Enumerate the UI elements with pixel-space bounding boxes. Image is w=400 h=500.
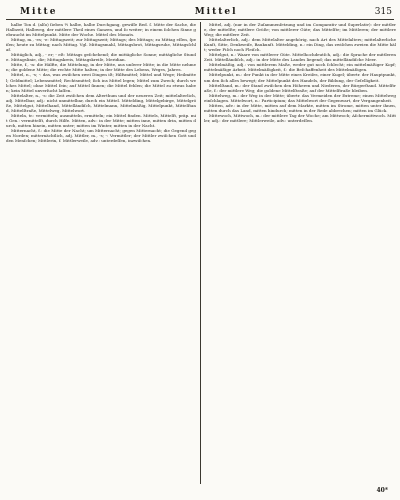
entry-paragraph: Mittelgut, n.: Waare von mittlerer Güte. Mittelhochdeutſch, adj.: die Sprache der mittleren Zeit. Mittelländiſch, adj.: in der Mitte des Landes liegend; das mittelländiſche Meer. (204, 52, 396, 63)
right-column (204, 22, 396, 484)
page-number: 315 (374, 7, 392, 17)
entry-paragraph: Mittelalterlich, adj.: dem Mittelalter angehörig, nach Art des Mittelalters; mittelalterliche Kunſt, Sitte, Denkweiſe, Baukunſt. Mittelding, n.: ein Ding, das zwiſchen zweien die Mitte hält; weder Fiſch noch Fleiſch. (204, 37, 396, 53)
running-head-center: Mittel (194, 7, 238, 17)
entry-paragraph: Mitten, adv.: in der Mitte, mitten auf dem Markte, mitten im Strome, mitten unter ihnen, mitten durch das Land, mitten hindurch; mitten in der Rede abbrechen; mitten im Glück. (204, 102, 396, 113)
left-column (6, 22, 196, 484)
entry-paragraph: Mittelalter, n., -s: die Zeit zwiſchen dem Alterthum und der neueren Zeit; mittelalterlich, adj. Mittelbar, adj.: nicht unmittelbar, durch ein Mittel. Mittelding, Mittelgebirge, Mittelgröße, Mittelgut, Mittelhand, Mittelländiſch, Mittelmann, Mittelmäßig, Mittelpunkt, Mittelſtand, Mittelſtraße, Mittelweg, Mittelwort. (6, 92, 196, 113)
column-divider (200, 22, 201, 484)
entry-paragraph: Mittag, m., -es; -e: Mittagszeit; zur Mittagszeit; Mittags; des Mittags; zu Mittag eſſen, ſpeiſen; heute zu Mittag; nach Mittag. Vgl. Mittagsmahl, Mittagsbrot, Mittagsruhe, Mittagsſchlaf. (6, 37, 196, 53)
entry-paragraph: Mitteln, tr.: vermitteln; ausmitteln, ermitteln; ein Mittel finden. Mittels, Mittelſt, präp. mit Gen.: vermittelſt, durch Hilfe. Mitten, adv.: in der Mitte; mitten inne, mitten drin, mitten durch, mitten hinein, mitten unter; mitten im Winter, mitten in der Nacht. (6, 112, 196, 128)
entry-paragraph: Mittelweg, m.: der Weg in der Mitte; übertr. das Vermeiden der Extreme; einen Mittelweg einſchlagen. Mittelwort, n.: Participium; das Mittelwort der Gegenwart, der Vergangenheit. (204, 92, 396, 103)
entry-paragraph: Mittel, n., -s; -: das, was zwiſchen zwei Dingen iſt; Hilfsmittel; Mittel und Wege; Heilmittel; Geldmittel; Lebensmittel; Rechtsmittel; ſich ins Mittel legen; Mittel zum Zweck; durch welches Mittel; ohne Mittel ſein; auf Mittel ſinnen; die Mittel fehlen; die Mittel zu etwas haben; kein Mittel unverſucht laſſen. (6, 72, 196, 93)
entry-paragraph: Mittel, adj. (nur in der Zuſammenſetzung und im Comparativ und Superlativ): der mittlere, der mittelſte; mittlere Größe; von mittlerer Güte; das Mittelſte; im Mittleren; der mittlere Weg; die mittlere Zeit. (204, 22, 396, 38)
entry-paragraph: Mittäglich, adj., - er; - eſt: Mittags geſchehend; die mittägliche Sonne; mittägliche Stunde. Mittagslinie, die; Mittagskreis, Mittagskreiſe, Meridian. (6, 52, 196, 63)
running-head-left: Mitte (20, 7, 58, 17)
entry-paragraph: Mittelpunkt, m.: der Punkt in der Mitte eines Kreiſes, einer Kugel; übertr. der Hauptpunkt, um den ſich alles bewegt; der Mittelpunkt des Handels, der Bildung, der Geſelligkeit. (204, 72, 396, 83)
header-rule (6, 19, 394, 20)
entry-paragraph: Mittelſtand, m.: der Stand zwiſchen den Höheren und Niederen, der Bürgerſtand. Mittelſtraße, f.: der mittlere Weg; die goldene Mittelſtraße; auf der Mittelſtraße bleiben. (204, 82, 396, 93)
entry-paragraph: Mitternacht, f.: die Mitte der Nacht; um Mitternacht; gegen Mitternacht; die Gegend gegen Norden; mitternächtlich, adj. Mittler, m., -s; -: Vermittler; der Mittler zwiſchen Gott und den Menſchen; Mittlerin, f. Mittlerweile, adv.: unterdeſſen, inzwiſchen. (6, 127, 196, 144)
entry-paragraph: Mittelmäßig, adj.: von mittlerem Maße, weder gut noch ſchlecht; ein mittelmäßiger Kopf; mittelmäßige Arbeit. Mittelmäßigkeit, f.: die Beſchaffenheit des Mittelmäßigen. (204, 62, 396, 73)
entry-paragraph: Mitte, f., -n: die Hälfte, die Mittelung, in der Mitte, aus unſerer Mitte; in die Mitte nehmen; die goldene Mitte; die rechte Mitte halten; in der Mitte des Lebens, Weges, Jahres. (6, 62, 196, 73)
entry-paragraph: Mittewoch, Mittwoch, m.: der mittlere Tag der Woche; am Mittwoch; Aſchermittwoch. Mittler, adj.: der mittlere; Mittlerweile, adv.: unterdeſſen. (204, 112, 396, 123)
signature-mark: 40* (376, 487, 388, 494)
entry-paragraph: halbe Ton d. (alſo) ſieben ½ halbe, halbe Durchgang, gewiſſe Bed. ſ. Mitte der Sache, die Halbzeit, Halbweg, der mittlere Theil eines Ganzen, und ſo weiter; in einem ſolchen Sinne gebraucht im Mittelpunkt. Mitte der Woche. Mittel des Monats. (6, 22, 196, 38)
